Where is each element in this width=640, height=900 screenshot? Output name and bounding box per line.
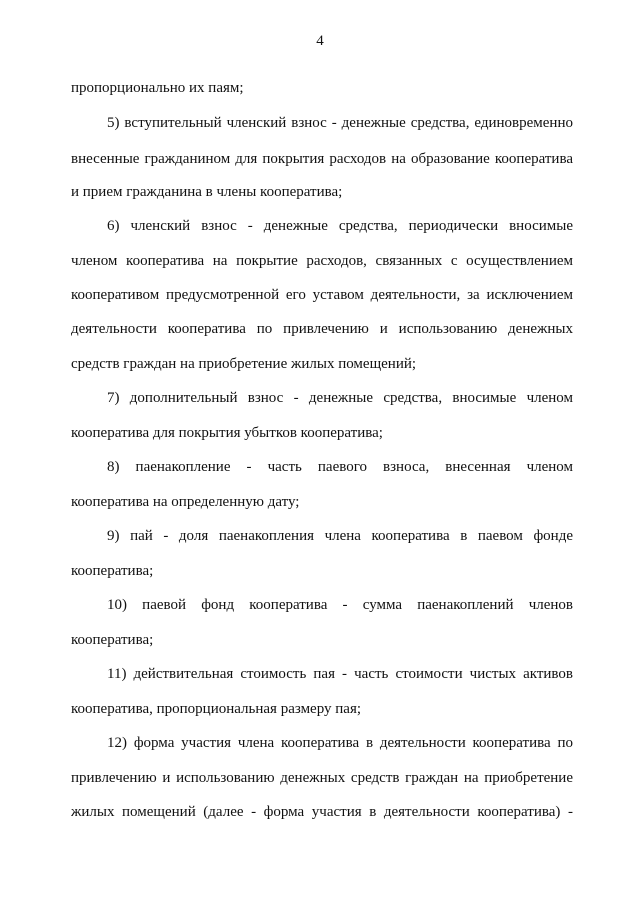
text-line: кооператива; — [71, 563, 154, 579]
text-line: 8) паенакопление - часть паевого взноса, внесенная членом — [107, 459, 573, 475]
text-line: 5) вступительный членский взнос - денежные средства, единовременно — [107, 115, 573, 131]
text-line: средств граждан на приобретение жилых помещений; — [71, 356, 417, 372]
text-line: 10) паевой фонд кооператива - сумма паенакоплений членов — [107, 597, 573, 613]
text-line: кооператива; — [71, 632, 154, 648]
text-line: жилых помещений (далее - форма участия в деятельности кооператива) - — [71, 804, 573, 820]
text-line: кооператива на определенную дату; — [71, 494, 300, 510]
text-line: кооператива для покрытия убытков кооператива; — [71, 425, 383, 441]
text-line: 11) действительная стоимость пая - часть стоимости чистых активов — [107, 666, 573, 682]
text-line: 12) форма участия члена кооператива в деятельности кооператива по — [107, 735, 573, 751]
text-line: кооперативом предусмотренной его уставом деятельности, за исключением — [71, 287, 573, 303]
text-line: 6) членский взнос - денежные средства, периодически вносимые — [107, 218, 573, 234]
text-line: 9) пай - доля паенакопления члена кооператива в паевом фонде — [107, 528, 573, 544]
text-line: внесенные гражданином для покрытия расходов на образование кооператива — [71, 151, 573, 167]
text-line: привлечению и использованию денежных средств граждан на приобретение — [71, 770, 573, 786]
text-line: и прием гражданина в члены кооператива; — [71, 184, 343, 200]
text-line: кооператива, пропорциональная размеру пая; — [71, 701, 362, 717]
text-line: членом кооператива на покрытие расходов, связанных с осуществлением — [71, 253, 573, 269]
text-line: пропорционально их паям; — [71, 80, 244, 96]
text-line: 7) дополнительный взнос - денежные средства, вносимые членом — [107, 390, 573, 406]
text-line: деятельности кооператива по привлечению и использованию денежных — [71, 321, 573, 337]
page-number: 4 — [316, 33, 324, 49]
